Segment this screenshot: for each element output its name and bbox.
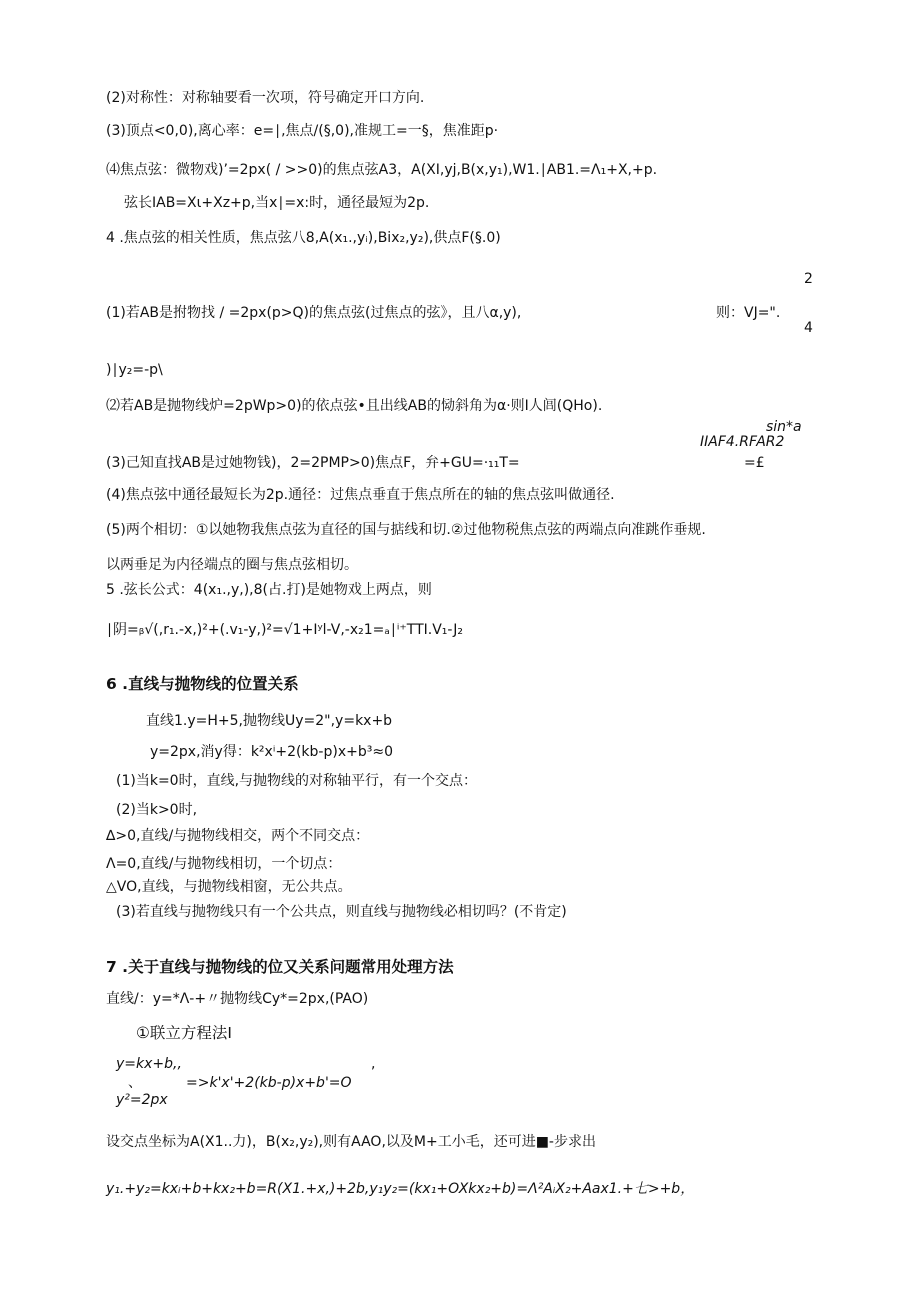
system-parabola-equation: y²=2px [116, 1092, 168, 1108]
vertex-eccentricity-line: (3)顶点<0,0),离心率：e=∣,焦点/(§,0),准规工=一§，焦准距p· [106, 123, 499, 139]
property-5-line: (5)两个相切：①以她物我焦点弦为直径的国与掂线和切.②过他物税焦点弦的两端点向准跳作垂规. [106, 522, 706, 538]
system-result-equation: =>k'x'+2(kb-p)x+b'=O [186, 1075, 352, 1091]
system-line-equation: y=kx+b,, [116, 1056, 182, 1072]
property-1-result: 则：VJ=". [716, 305, 781, 321]
delta-positive-line: ∆>0,直线/与抛物线相交，两个不同交点： [106, 828, 370, 844]
delta-zero-line: Λ=0,直线/与抛物线相切，一个切点： [106, 856, 342, 872]
focal-chord-line: ⑷焦点弦：微物戏)’=2px( / >>0)的焦点弦A3，A(XI,yj,B(x‍,y₁),W1.∣AB1.=Λ₁+X,+p. [106, 162, 658, 178]
af-bf-label: IIAF4.RFAR2 [700, 434, 785, 450]
chord-length-formula: ∣阴=ᵦ√(,r₁.-x,)²+(.v₁-y,)²=√1+Iʸl-V,-x₂1=ₐ∣ⁱ⁺TTI.V₁-J₂ [106, 622, 463, 638]
single-common-point-question: (3)若直线与抛物线只有一个公共点，则直线与抛物线必相切吗？(不肯定) [116, 904, 567, 920]
chord-length-line: 弦长IAB=Xι+Xz+p,当x∣=x:时，通径最短为2p. [124, 195, 430, 211]
section-7-heading: 7 .关于直线与抛物线的位又关系问题常用处理方法 [106, 958, 454, 976]
sin-a-label: sin*a [766, 419, 802, 435]
property-1-continued: )∣y₂=-p\ [106, 362, 163, 378]
line-parabola-equations: 直线1.y=H+5,抛物线Uy=2",y=kx+b [146, 713, 393, 729]
property-2-line: ⑵若AB是抛物线炉=2pWp>0)的依点弦•且出线AB的恸斜角为α·则I人闾(QHo). [106, 398, 603, 414]
property-4-line: (4)焦点弦中通径最短长为2p.通径：过焦点垂直于焦点所在的轴的焦点弦叫做通径. [106, 487, 615, 503]
case-k-zero: (1)当k=0时，直线,与抛物线的对称轴平行，有一个交点： [116, 773, 478, 789]
simultaneous-equation-method: ①联立方程法I [136, 1024, 232, 1042]
property-3-result: =£ [744, 455, 765, 471]
property-3-line: (3)己知直找AB是过她物钱)，2=2PMP>0)焦点F，弁+GU=·₁₁T= [106, 455, 520, 471]
section-5-heading: 5 .弦长公式：4(x₁.,y,),8(占.打)是她物戏上两点，则 [106, 582, 432, 598]
eliminate-y-line: y=2px,消y得：k²xⁱ+2(kb-p)x+b³≈0 [150, 744, 393, 760]
symmetry-line: (2)对称性：对称轴要看一次项，符号确定开口方向. [106, 90, 425, 106]
fraction-numerator-2: 2 [804, 271, 813, 287]
section-4-heading: 4 .焦点弦的相关性质，焦点弦八8,A(x₁.,yᵢ),Bix₂,y₂),供点F(§.0) [106, 230, 501, 246]
case-k-nonzero: (2)当k>0时, [116, 802, 198, 818]
system-brace-mark: 、 [128, 1075, 142, 1091]
property-5-continued: 以两垂足为内径端点的圈与焦点弦相切。 [106, 557, 358, 573]
fraction-denominator-4: 4 [804, 320, 813, 336]
intersection-coordinates-line: 设交点坐标为A(X1..力)，B(x₂,y₂),则有AAO,以及M+工小毛，还可进■-步求出 [106, 1134, 596, 1150]
property-1-line: (1)若AB是拊物找 / =2px(p>Q)的焦点弦(过焦点的弦》，且八α,y), [106, 305, 522, 321]
line-and-parabola-definition: 直线/：y=*Λ-+〃抛物线Cy*=2px,(PAO) [106, 991, 369, 1007]
system-comma: , [371, 1056, 376, 1072]
section-6-heading: 6 .直线与抛物线的位置关系 [106, 675, 299, 693]
delta-negative-line: △VO,直线，与抛物线相窗，无公共点。 [106, 879, 352, 895]
vieta-sum-product-line: y₁.+y₂=kxᵢ+b+kx₂+b=R(X1.+x,)+2b,y₁y₂=(kx₁+OXkx₂+b)=Λ²AᵢX₂+Aax1.+七>+b， [106, 1181, 695, 1197]
